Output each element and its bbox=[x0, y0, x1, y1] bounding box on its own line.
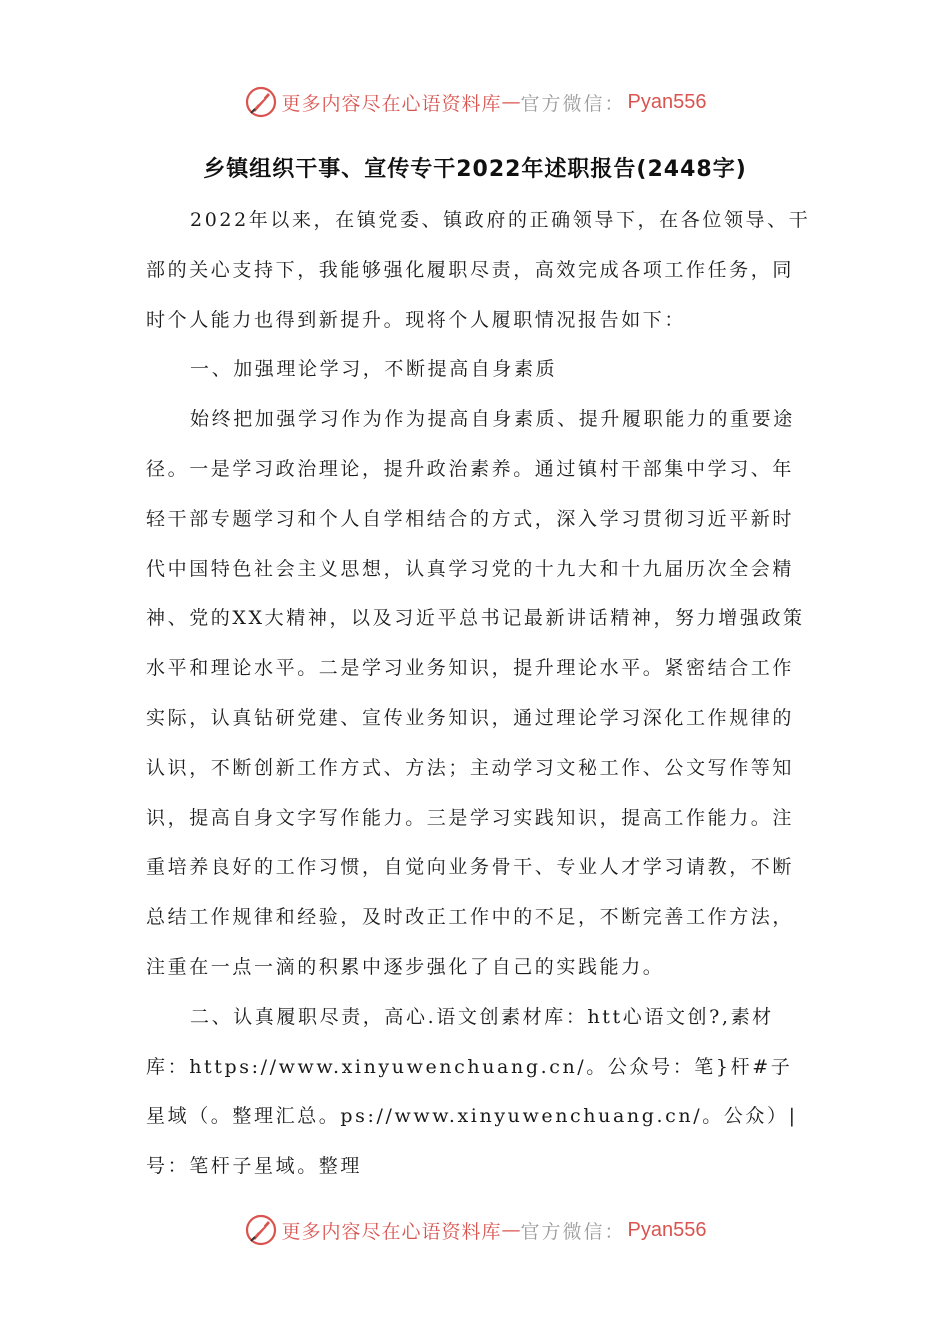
banner-dash: — bbox=[501, 1219, 521, 1241]
quill-logo-icon bbox=[244, 85, 278, 119]
quill-logo-icon bbox=[244, 1213, 278, 1247]
banner-brand-text: 更多内容尽在心语资料库 bbox=[281, 1220, 502, 1243]
document-body bbox=[146, 196, 812, 1192]
banner-wechat-id: Pyan556 bbox=[627, 1218, 707, 1241]
paragraph-intro: 2022年以来，在镇党委、镇政府的正确领导下，在各位领导、干部的关心支持下，我能够强化履职尽责，高效完成各项工作任务，同时个人能力也得到新提升。现将个人履职情况报告如下： bbox=[146, 209, 811, 331]
banner-wechat-id: Pyan556 bbox=[627, 90, 707, 113]
banner-brand-text: 更多内容尽在心语资料库 bbox=[281, 92, 502, 115]
banner-dash: — bbox=[501, 91, 521, 113]
section-heading-1: 一、加强理论学习，不断提高自身素质 bbox=[190, 358, 558, 381]
banner-wechat-label: 官方微信： bbox=[520, 92, 626, 115]
footer-banner bbox=[0, 1208, 950, 1252]
paragraph-study: 始终把加强学习作为作为提高自身素质、提升履职能力的重要途径。一是学习政治理论，提升政治素养。通过镇村干部集中学习、年轻干部专题学习和个人自学相结合的方式，深入学习贯彻习近平新时代中国特色社会主义思想，认真学习党的十九大和十九届历次全会精神、党的XX大精神，以及习近平总书记最新讲话精神，努力增强政策水平和理论水平。二是学习业务知识，提升理论水平。紧密结合工作实际，认真钻研党建、宣传业务知识，通过理论学习深化工作规律的认识，不断创新工作方式、方法；主动学习文秘工作、公文写作等知识，提高自身文字写作能力。三是学习实践知识，提高工作能力。注重培养良好的工作习惯，自觉向业务骨干、专业人才学习请教，不断总结工作规律和经验，及时改正工作中的不足，不断完善工作方法，注重在一点一滴的积累中逐步强化了自己的实践能力。 bbox=[146, 408, 805, 978]
document-title: 乡镇组织干事、宣传专干2022年述职报告(2448字) bbox=[203, 157, 747, 182]
banner-wechat-label: 官方微信： bbox=[520, 1220, 626, 1243]
header-banner bbox=[0, 80, 950, 124]
paragraph-section-2: 二、认真履职尽责，高心.语文创素材库：htt心语文创?,素材库：https://www.xinyuwenchuang.cn/。公众号：笔}杆#子星域（。整理汇总。ps://www.xinyuwenchuang.cn/。公众）|号：笔杆子星域。整理 bbox=[146, 1005, 798, 1178]
